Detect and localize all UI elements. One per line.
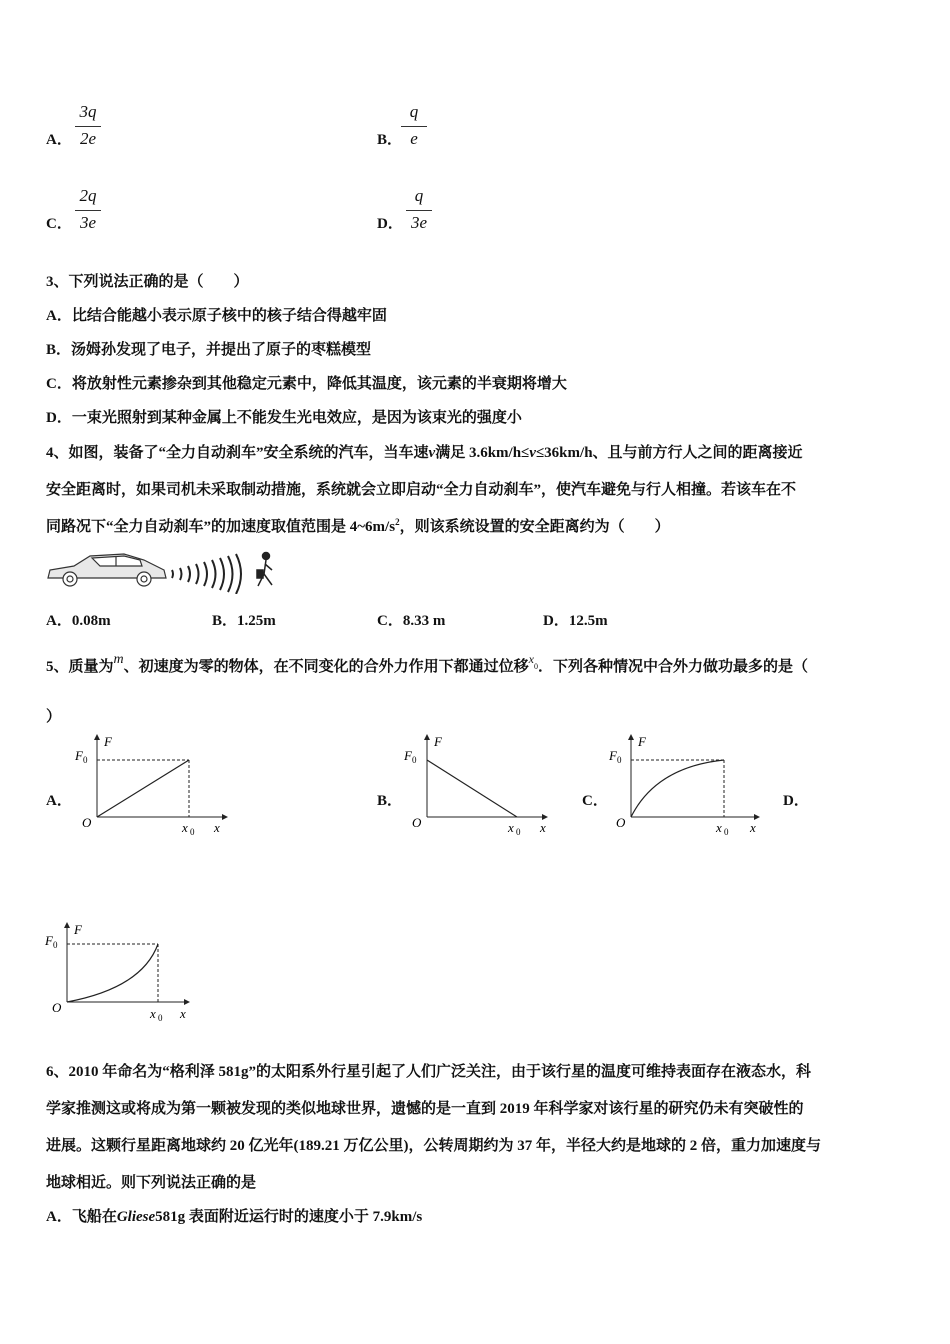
q6-option-a: A．飞船在Gliese581g 表面附近运行时的速度小于 7.9km/s bbox=[46, 1209, 423, 1225]
q5-option-c-label: C． bbox=[582, 793, 608, 809]
x0-label: x bbox=[150, 1006, 156, 1021]
fraction bbox=[72, 186, 104, 235]
f-label: F bbox=[104, 734, 112, 749]
denominator: 3e bbox=[79, 213, 97, 232]
q4-option-c: C．8.33 m bbox=[377, 613, 446, 629]
denominator: e bbox=[410, 129, 418, 148]
graph-b bbox=[402, 732, 562, 840]
svg-text:0: 0 bbox=[617, 755, 622, 765]
q6-stem-line1: 6、2010 年命名为“格利泽 581g”的太阳系外行星引起了人们广泛关注，由于该行星的温度可维持表面存在液态水，科 bbox=[46, 1064, 812, 1080]
origin-label: O bbox=[616, 815, 626, 830]
car-pedestrian-illustration bbox=[44, 548, 280, 594]
denominator: 2e bbox=[79, 129, 97, 148]
f0-label: F bbox=[609, 748, 617, 763]
option-letter: B． bbox=[377, 132, 403, 148]
q4-stem-line2: 安全距离时，如果司机未采取制动措施，系统就会立即启动“全力自动刹车”，使汽车避免与行人相撞。若该车在不 bbox=[46, 482, 797, 498]
q5-option-a-label: A． bbox=[46, 793, 72, 809]
x-label: x bbox=[214, 820, 220, 835]
svg-text:0: 0 bbox=[412, 755, 417, 765]
f-label: F bbox=[434, 734, 442, 749]
svg-text:0: 0 bbox=[53, 940, 58, 950]
fraction bbox=[398, 102, 430, 151]
q4-stem-line1: 4、如图，装备了“全力自动刹车”安全系统的汽车，当车速v满足 3.6km/h≤v≤36km/h、且与前方行人之间的距离接近 bbox=[46, 445, 803, 461]
fraction bbox=[403, 186, 435, 235]
x-label: x bbox=[180, 1006, 186, 1021]
fraction bbox=[72, 102, 104, 151]
graph-d bbox=[42, 920, 202, 1028]
q6-stem-line2: 学家推测这或将成为第一颗被发现的类似地球世界，遗憾的是一直到 2019 年科学家对该行星的研究仍未有突破性的 bbox=[46, 1101, 804, 1117]
q3-option-d: D．一束光照射到某种金属上不能发生光电效应，是因为该束光的强度小 bbox=[46, 410, 522, 426]
svg-text:0: 0 bbox=[158, 1013, 163, 1023]
f0-label: F bbox=[404, 748, 412, 763]
force-curve bbox=[427, 760, 517, 817]
force-curve bbox=[631, 760, 724, 817]
x-label: x bbox=[540, 820, 546, 835]
graph-c bbox=[606, 732, 766, 840]
svg-text:0: 0 bbox=[83, 755, 88, 765]
numerator: q bbox=[409, 102, 419, 121]
q6-stem-line4: 地球相近。则下列说法正确的是 bbox=[46, 1175, 257, 1191]
q3-option-b: B．汤姆孙发现了电子，并提出了原子的枣糕模型 bbox=[46, 342, 372, 358]
numerator: q bbox=[414, 186, 424, 205]
origin-label: O bbox=[52, 1000, 62, 1015]
q4-option-b: B．1.25m bbox=[212, 613, 276, 629]
f0-label: F bbox=[45, 933, 53, 948]
denominator: 3e bbox=[410, 213, 428, 232]
q4-stem-line3: 同路况下“全力自动刹车”的加速度取值范围是 $4\sim 6m/s^2$，则该系统设置的安全距离约为（ ） bbox=[46, 517, 670, 535]
force-curve bbox=[67, 944, 158, 1002]
force-curve bbox=[97, 760, 189, 817]
q6-stem-line3: 进展。这颗行星距离地球约 20 亿光年(189.21 万亿公里)，公转周期约为 37 年，半径大约是地球的 2 倍，重力加速度与 bbox=[46, 1138, 821, 1154]
q5-option-b-label: B． bbox=[377, 793, 403, 809]
q4-option-d: D．12.5m bbox=[543, 613, 608, 629]
f-label: F bbox=[74, 922, 82, 937]
q5-stem-close: ） bbox=[46, 709, 62, 725]
x0-label: x bbox=[508, 820, 514, 835]
origin-label: O bbox=[82, 815, 92, 830]
f0-label: F bbox=[75, 748, 83, 763]
q3-option-c: C．将放射性元素掺杂到其他稳定元素中，降低其温度，该元素的半衰期将增大 bbox=[46, 376, 567, 392]
numerator: 3q bbox=[79, 102, 97, 121]
f-label: F bbox=[638, 734, 646, 749]
x0-label: x bbox=[182, 820, 188, 835]
option-letter: D． bbox=[377, 216, 403, 232]
svg-text:0: 0 bbox=[516, 827, 521, 837]
graph-a bbox=[72, 732, 232, 840]
svg-text:0: 0 bbox=[190, 827, 195, 837]
numerator: 2q bbox=[79, 186, 97, 205]
option-letter: A． bbox=[46, 132, 72, 148]
q4-option-a: A．0.08m bbox=[46, 613, 111, 629]
sensor-waves-icon bbox=[172, 554, 241, 594]
origin-label: O bbox=[412, 815, 422, 830]
x-label: x bbox=[750, 820, 756, 835]
q3-option-a: A．比结合能越小表示原子核中的核子结合得越牢固 bbox=[46, 308, 387, 324]
q5-stem-line1: 5、质量为m、初速度为零的物体，在不同变化的合外力作用下都通过位移$^x_0$．下列各种情况中合外力做功最多的是（ bbox=[46, 652, 808, 675]
option-letter: C． bbox=[46, 216, 72, 232]
q3-stem: 3、下列说法正确的是（ ） bbox=[46, 274, 249, 290]
pedestrian-icon bbox=[257, 553, 272, 587]
q5-option-d-label: D． bbox=[783, 793, 809, 809]
x0-label: x bbox=[716, 820, 722, 835]
car-icon bbox=[48, 554, 166, 586]
svg-text:0: 0 bbox=[724, 827, 729, 837]
